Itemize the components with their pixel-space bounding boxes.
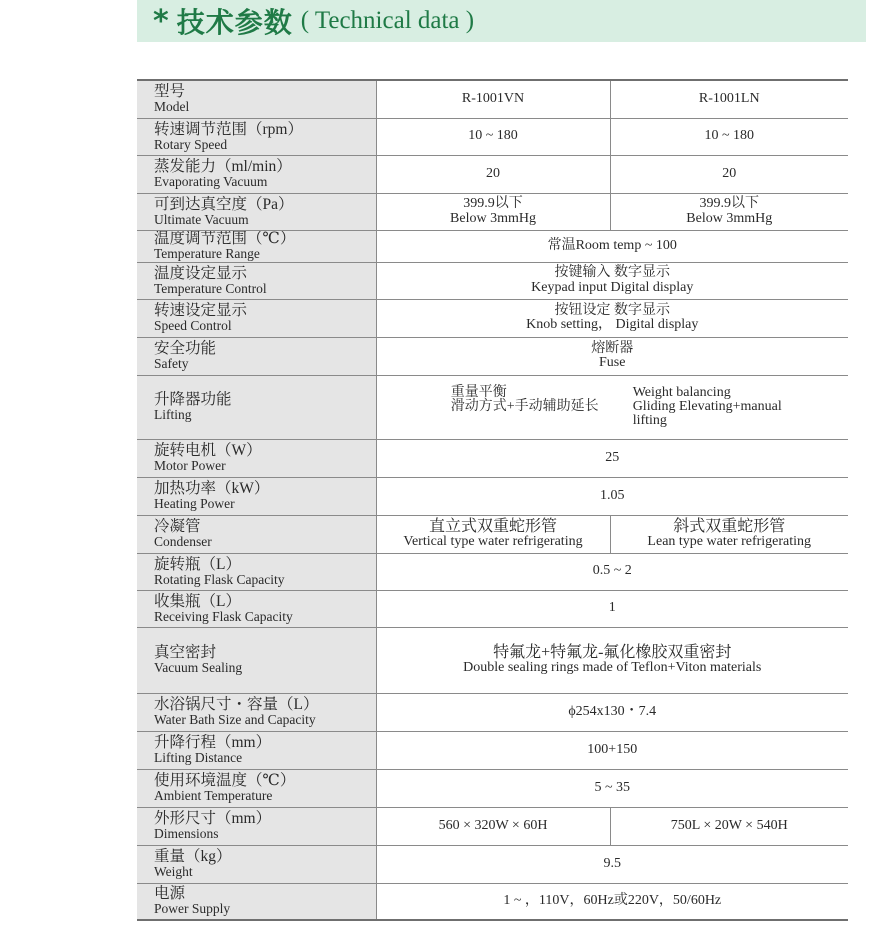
title-zh: 技术参数 [176,6,293,39]
table-row [137,590,848,627]
cell-ln: 750L × 20W × 540H [610,807,848,845]
row-label: 电源 Power Supply [137,883,376,920]
model-ln: R-1001LN [610,80,848,118]
cell-vn: 399.9以下 Below 3mmHg [376,193,610,230]
cell-vn: 直立式双重蛇形管 Vertical type water refrigerating [376,515,610,553]
row-label: 旋转电机（W） Motor Power [137,439,376,477]
cell-both: 1 [376,590,848,627]
row-label: 旋转瓶（L） Rotating Flask Capacity [137,553,376,590]
cell-vn: 10 ~ 180 [376,118,610,155]
cell-both: 100+150 [376,731,848,769]
row-label: 蒸发能力（ml/min） Evaporating Vacuum [137,155,376,193]
row-label: 使用环境温度（℃） Ambient Temperature [137,769,376,807]
row-label: 安全功能 Safety [137,337,376,375]
table-row [137,477,848,515]
table-row [137,807,848,845]
table-row [137,769,848,807]
title-marker: * [153,3,169,39]
row-label: 真空密封 Vacuum Sealing [137,627,376,693]
row-label: 外形尺寸（mm） Dimensions [137,807,376,845]
table-row [137,845,848,883]
cell-ln: 20 [610,155,848,193]
spec-table [137,79,848,921]
model-vn: R-1001VN [376,80,610,118]
table-row [137,731,848,769]
cell-both: 特氟龙+特氟龙-氟化橡胶双重密封 Double sealing rings made of Teflon+Viton materials [376,627,848,693]
row-label: 温度设定显示 Temperature Control [137,262,376,299]
row-label: 重量（kg） Weight [137,845,376,883]
cell-both: 25 [376,439,848,477]
row-label: 升降器功能 Lifting [137,375,376,439]
cell-both: 9.5 [376,845,848,883]
cell-ln: 10 ~ 180 [610,118,848,155]
cell-both: 按键输入 数字显示 Keypad input Digital display [376,262,848,299]
cell-ln: 399.9以下 Below 3mmHg [610,193,848,230]
table-row [137,627,848,693]
table-row [137,230,848,262]
row-label: 收集瓶（L） Receiving Flask Capacity [137,590,376,627]
cell-both: 0.5 ~ 2 [376,553,848,590]
row-label: 加热功率（kW） Heating Power [137,477,376,515]
cell-vn: 560 × 320W × 60H [376,807,610,845]
row-label: 型号 Model [137,80,376,118]
cell-both: 5 ~ 35 [376,769,848,807]
table-row [137,553,848,590]
table-row [137,375,848,439]
table-row [137,515,848,553]
table-row-model [137,80,848,118]
table-row [137,262,848,299]
cell-both: 1.05 [376,477,848,515]
cell-both: 按钮设定 数字显示 Knob setting， Digital display [376,299,848,337]
row-label: 转速调节范围（rpm） Rotary Speed [137,118,376,155]
table-row [137,155,848,193]
cell-both: 熔断器 Fuse [376,337,848,375]
cell-both: 重量平衡 滑动方式+手动辅助延长 Weight balancing Gliding Elevating+manual lifting [376,375,848,439]
row-label: 水浴锅尺寸・容量（L） Water Bath Size and Capacity [137,693,376,731]
row-label: 温度调节范围（℃） Temperature Range [137,230,376,262]
row-label: 可到达真空度（Pa） Ultimate Vacuum [137,193,376,230]
cell-ln: 斜式双重蛇形管 Lean type water refrigerating [610,515,848,553]
table-row [137,118,848,155]
table-row [137,883,848,920]
cell-both: ϕ254x130・7.4 [376,693,848,731]
row-label: 冷凝管 Condenser [137,515,376,553]
section-title [153,0,474,42]
cell-both: 常温Room temp ~ 100 [376,230,848,262]
cell-vn: 20 [376,155,610,193]
table-row [137,439,848,477]
table-row [137,337,848,375]
cell-both: 1 ~ ，110V，60Hz或220V，50/60Hz [376,883,848,920]
title-en: ( Technical data ) [300,7,475,34]
row-label: 升降行程（mm） Lifting Distance [137,731,376,769]
row-label: 转速设定显示 Speed Control [137,299,376,337]
table-row [137,299,848,337]
table-row [137,193,848,230]
table-row [137,693,848,731]
